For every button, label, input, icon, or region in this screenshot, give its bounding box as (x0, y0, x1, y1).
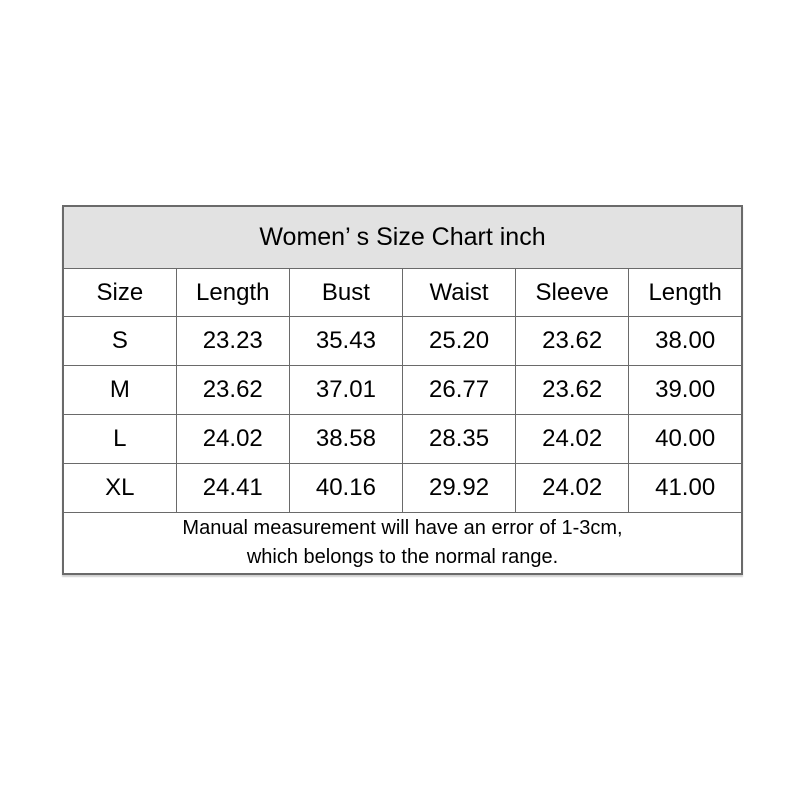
note-line-2: which belongs to the normal range. (246, 546, 559, 568)
table-row-xl (63, 464, 742, 513)
column-header-length: Length (176, 269, 289, 317)
length-value: 23.23 (176, 317, 289, 366)
length-value: 24.02 (176, 415, 289, 464)
length-value: 23.62 (176, 366, 289, 415)
length2-value: 40.00 (629, 415, 742, 464)
size-label: M (63, 366, 176, 415)
sleeve-value: 24.02 (516, 464, 629, 513)
size-label: XL (63, 464, 176, 513)
waist-value: 26.77 (402, 366, 515, 415)
measurement-note (63, 513, 742, 575)
waist-value: 29.92 (402, 464, 515, 513)
column-header-bust: Bust (289, 269, 402, 317)
waist-value: 25.20 (402, 317, 515, 366)
column-header-sleeve: Sleeve (516, 269, 629, 317)
column-header-length-2: Length (629, 269, 742, 317)
bust-value: 38.58 (289, 415, 402, 464)
sleeve-value: 24.02 (516, 415, 629, 464)
size-chart-table (62, 205, 743, 575)
table-header-row (63, 269, 742, 317)
bust-value: 35.43 (289, 317, 402, 366)
note-line-1: Manual measurement will have an error of 1-3cm, (182, 517, 623, 539)
length2-value: 41.00 (629, 464, 742, 513)
table-title-row (63, 206, 742, 269)
bust-value: 40.16 (289, 464, 402, 513)
length2-value: 39.00 (629, 366, 742, 415)
table-row-s (63, 317, 742, 366)
size-label: L (63, 415, 176, 464)
size-label: S (63, 317, 176, 366)
length2-value: 38.00 (629, 317, 742, 366)
table-note-row (63, 513, 742, 575)
column-header-waist: Waist (402, 269, 515, 317)
table-row-m (63, 366, 742, 415)
table-row-l (63, 415, 742, 464)
length-value: 24.41 (176, 464, 289, 513)
sleeve-value: 23.62 (516, 366, 629, 415)
column-header-size: Size (63, 269, 176, 317)
sleeve-value: 23.62 (516, 317, 629, 366)
bust-value: 37.01 (289, 366, 402, 415)
waist-value: 28.35 (402, 415, 515, 464)
page-title: Women’ s Size Chart inch (63, 206, 742, 269)
